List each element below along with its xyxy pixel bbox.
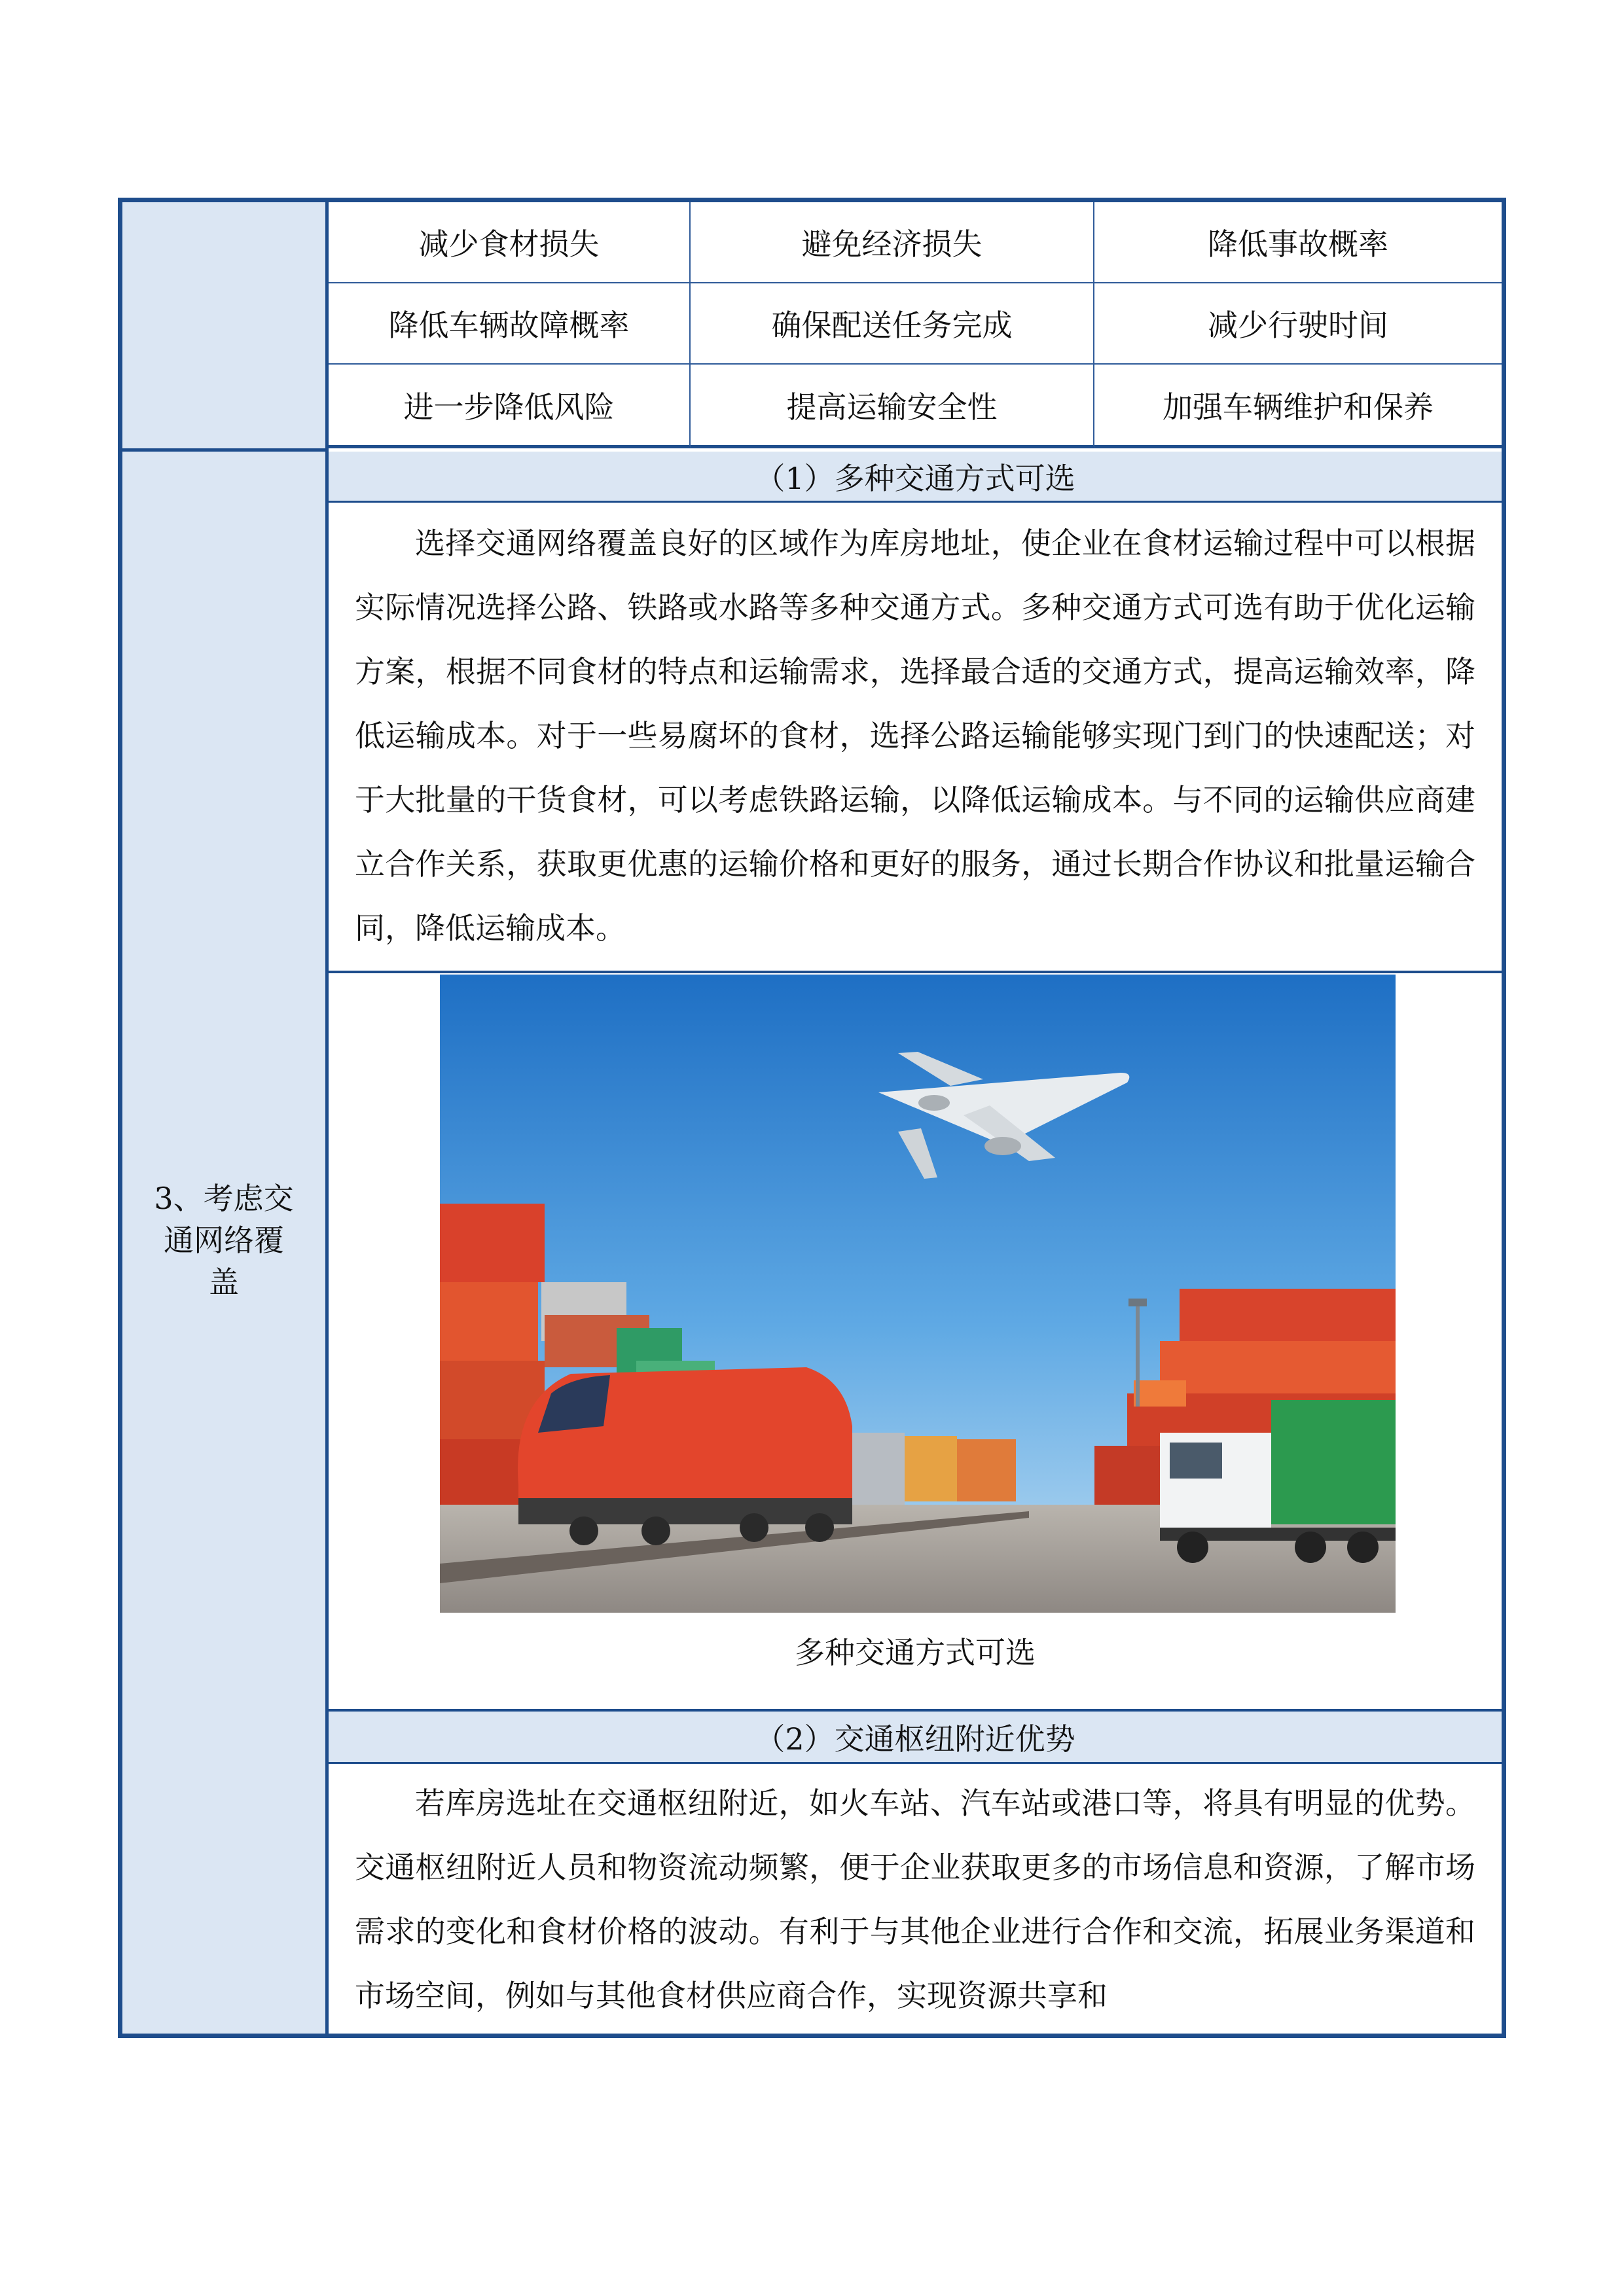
grid-cell: 避免经济损失	[691, 202, 1094, 283]
subsection-2-body	[329, 1766, 1502, 2034]
grid-cell: 降低事故概率	[1094, 202, 1502, 283]
paragraph-line: 选择交通网络覆盖良好的区域作为库房地址，使企业在食材运输过程中可	[415, 526, 1385, 561]
paragraph-line: 优势。交通枢纽附近人员和物资流动频繁，便于企业获取更多的市场信息和资	[355, 1785, 1476, 1885]
subsection-1-heading: （1）多种交通方式可选	[329, 452, 1502, 503]
locomotive	[518, 1367, 852, 1545]
paragraph-line: 若库房选址在交通枢纽附近，如火车站、汽车站或港口等，将具有明显的	[415, 1785, 1385, 1821]
benefits-grid	[329, 202, 1502, 448]
grid-cell: 减少食材损失	[329, 202, 691, 283]
subsection-2-heading: （2）交通枢纽附近优势	[329, 1712, 1502, 1764]
light-tower	[1136, 1302, 1140, 1407]
paragraph-1	[329, 511, 1502, 960]
left-label-column	[122, 202, 329, 2034]
paragraph-line: 低运输成本。与不同的运输供应商建立合作关系，获取更优惠的运输价格和更	[355, 782, 1476, 882]
section-label-line: 盖	[209, 1265, 239, 1300]
paragraph-line: 以根据实际情况选择公路、铁路或水路等多种交通方式。多种交通方式可选有	[355, 526, 1476, 625]
divider-line	[329, 971, 1502, 973]
paragraph-line: 流，拓展业务渠道和市场空间，例如与其他食材供应商合作，实现资源共享和	[355, 1914, 1476, 2013]
section-label-line: 3、考虑交	[154, 1181, 294, 1216]
transport-photo	[440, 975, 1396, 1613]
section-label	[122, 1177, 325, 1303]
section-label-line: 通网络覆	[164, 1223, 284, 1258]
grid-cell: 进一步降低风险	[329, 365, 691, 448]
paragraph-line: 式，提高运输效率，降低运输成本。对于一些易腐坏的食材，选择公路运输能	[355, 654, 1476, 753]
paragraph-line: 够实现门到门的快速配送；对于大批量的干货食材，可以考虑铁路运输，以降	[355, 718, 1476, 817]
grid-cell: 减少行驶时间	[1094, 283, 1502, 365]
content-table	[118, 198, 1506, 2038]
freight-wagons	[846, 1433, 1016, 1505]
grid-cell: 加强车辆维护和保养	[1094, 365, 1502, 448]
paragraph-line: 助于优化运输方案，根据不同食材的特点和运输需求，选择最合适的交通方	[355, 590, 1476, 689]
left-column-divider	[122, 448, 329, 452]
grid-cell: 提高运输安全性	[691, 365, 1094, 448]
grid-cell: 降低车辆故障概率	[329, 283, 691, 365]
image-caption: 多种交通方式可选	[795, 1635, 1036, 1670]
paragraph-line: 源，了解市场需求的变化和食材价格的波动。有利于与其他企业进行合作和交	[355, 1850, 1476, 1949]
grid-cell: 确保配送任务完成	[691, 283, 1094, 365]
paragraph-2	[329, 1771, 1502, 2028]
paragraph-line: 好的服务，通过长期合作协议和批量运输合同，降低运输成本。	[355, 846, 1476, 946]
light-tower-top	[1128, 1299, 1147, 1306]
